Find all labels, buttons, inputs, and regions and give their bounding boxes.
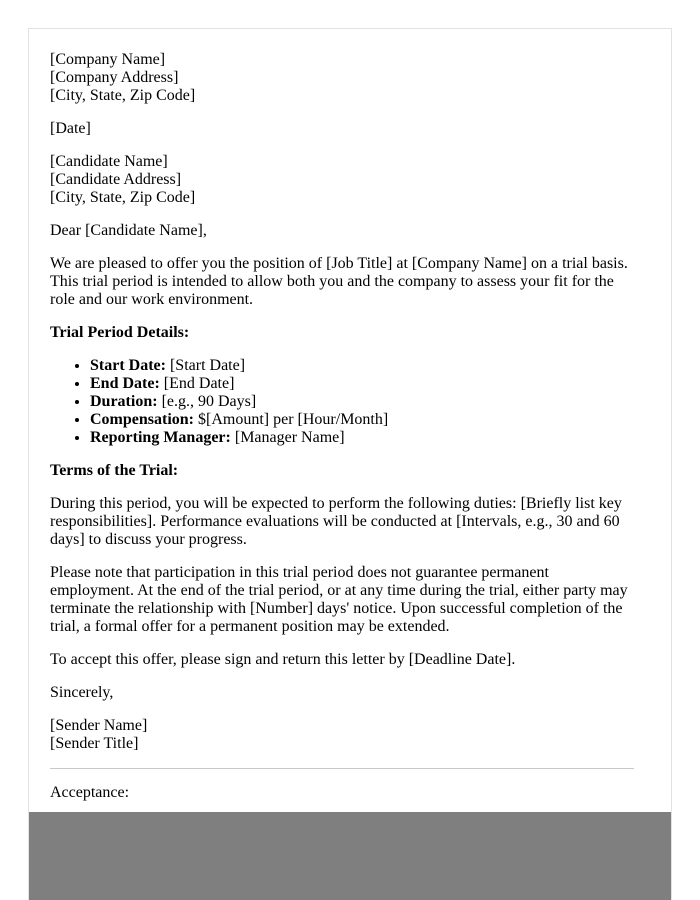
detail-label: Duration: <box>90 393 158 410</box>
sender-name: [Sender Name] <box>50 717 148 734</box>
detail-label: Reporting Manager: <box>90 429 231 446</box>
detail-value: $[Amount] per [Hour/Month] <box>198 411 389 428</box>
detail-label: Compensation: <box>90 411 195 428</box>
company-city-state-zip: [City, State, Zip Code] <box>50 87 196 104</box>
sender-title: [Sender Title] <box>50 735 139 752</box>
acceptance-instruction: To accept this offer, please sign and return this letter by [Deadline Date]. <box>50 651 516 668</box>
detail-value: [End Date] <box>163 375 235 392</box>
list-item-start-date <box>90 357 634 375</box>
candidate-address-block <box>50 153 634 207</box>
list-item-compensation <box>90 411 634 429</box>
letter-date: [Date] <box>50 120 91 137</box>
candidate-address: [Candidate Address] <box>50 171 182 188</box>
detail-label: Start Date: <box>90 357 166 374</box>
terms-of-trial-heading: Terms of the Trial: <box>50 462 179 479</box>
closing: Sincerely, <box>50 684 114 701</box>
clipped-next-section <box>50 784 634 801</box>
list-item-reporting-manager <box>90 429 634 447</box>
detail-value: [Start Date] <box>169 357 246 374</box>
terms-paragraph-2: Please note that participation in this trial period does not guarantee permanent employment. At the end of the trial period, or at any time during the trial, either party may terminate the relationship with [Number] days' notice. Upon successful completion of the trial, a formal offer for a permanent position may be extended. <box>50 564 628 635</box>
intro-paragraph: We are pleased to offer you the position of [Job Title] at [Company Name] on a trial basis. This trial period is intended to allow both you and the company to assess your fit for the role and our work environment. <box>50 255 628 308</box>
list-item-end-date <box>90 375 634 393</box>
trial-period-details-heading: Trial Period Details: <box>50 324 190 341</box>
detail-value: [Manager Name] <box>234 429 345 446</box>
company-address-block <box>50 51 634 105</box>
company-name: [Company Name] <box>50 51 166 68</box>
terms-paragraph-1: During this period, you will be expected to perform the following duties: [Briefly list key responsibilities]. Performance evaluations will be conducted at [Intervals, e.g., 30 and 60 days] to discuss your progress. <box>50 495 622 548</box>
detail-value: [e.g., 90 Days] <box>161 393 257 410</box>
trial-offer-letter <box>29 29 671 801</box>
list-item-duration <box>90 393 634 411</box>
detail-label: End Date: <box>90 375 160 392</box>
trial-details-list <box>50 357 634 447</box>
candidate-name: [Candidate Name] <box>50 153 168 170</box>
document-frame <box>28 28 672 900</box>
company-address: [Company Address] <box>50 69 179 86</box>
letter-page <box>29 29 671 812</box>
sender-block <box>50 717 634 753</box>
partial-next-section-text: Acceptance: <box>50 784 130 801</box>
salutation: Dear [Candidate Name], <box>50 222 207 239</box>
section-divider <box>50 768 634 769</box>
candidate-city-state-zip: [City, State, Zip Code] <box>50 189 196 206</box>
